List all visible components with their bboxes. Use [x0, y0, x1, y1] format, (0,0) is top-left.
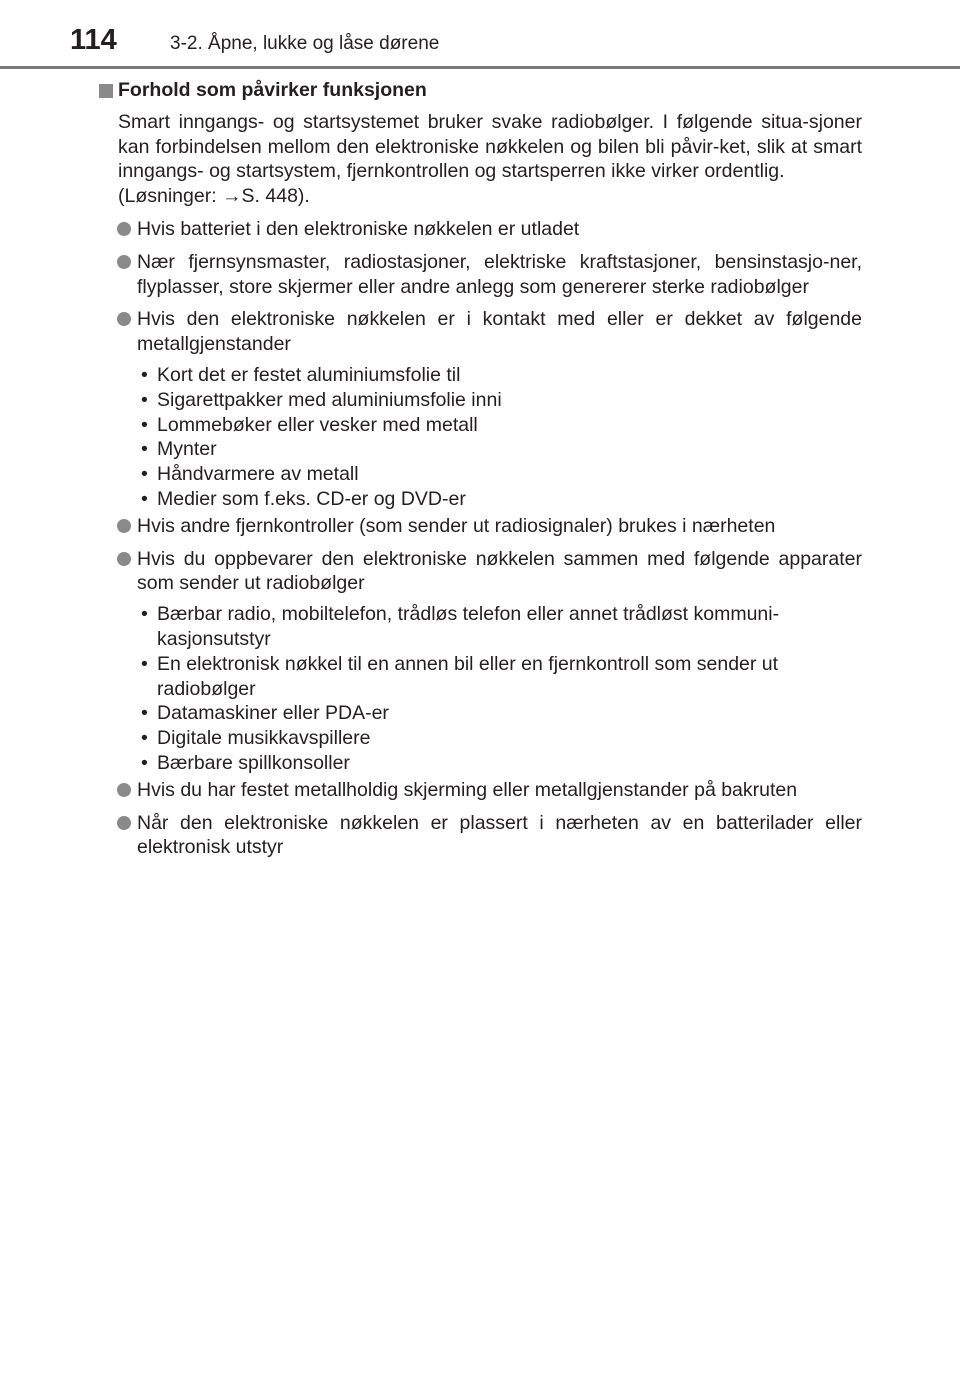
list-item-text: Nær fjernsynsmaster, radiostasjoner, elektriske kraftstasjoner, bensinstasjo-ner, flyplasser, store skjermer eller andre anlegg som genererer sterke radiobølger — [137, 250, 862, 298]
square-bullet-icon — [99, 84, 113, 98]
sub-list-item-text: Bærbare spillkonsoller — [157, 751, 350, 774]
round-bullet-icon — [117, 255, 131, 269]
sub-list-item — [98, 487, 862, 512]
sub-list-item — [98, 751, 862, 776]
section-heading — [98, 78, 862, 103]
list-item-text: Hvis den elektroniske nøkkelen er i kontakt med eller er dekket av følgende metallgjenstander — [137, 308, 862, 356]
list-item — [98, 250, 862, 300]
list-item-text: Hvis batteriet i den elektroniske nøkkelen er utladet — [137, 217, 580, 240]
dot-bullet-icon: • — [141, 487, 148, 510]
round-bullet-icon — [117, 519, 131, 533]
list-item-text: Når den elektroniske nøkkelen er plassert i nærheten av en batterilader eller elektronisk utstyr — [137, 811, 862, 859]
list-item-text: Hvis du oppbevarer den elektroniske nøkkelen sammen med følgende apparater som sender ut radiobølger — [137, 547, 862, 595]
sub-list-item-text: Bærbar radio, mobiltelefon, trådløs telefon eller annet trådløst kommuni-kasjonsutstyr — [157, 603, 780, 650]
sub-list-item-text: Håndvarmere av metall — [157, 463, 359, 486]
list-item-text: Hvis andre fjernkontroller (som sender ut radiosignaler) brukes i nærheten — [137, 514, 776, 537]
section-title: 3-2. Åpne, lukke og låse dørene — [170, 33, 440, 54]
solutions-reference: (Løsninger: →S. 448). — [118, 185, 310, 208]
list-item — [98, 217, 862, 242]
dot-bullet-icon: • — [141, 363, 148, 386]
condition-list — [98, 217, 862, 860]
dot-bullet-icon: • — [141, 652, 148, 675]
round-bullet-icon — [117, 552, 131, 566]
dot-bullet-icon: • — [141, 727, 148, 750]
sub-list-item-text: En elektronisk nøkkel til en annen bil eller en fjernkontroll som sender ut radiobølger — [157, 652, 779, 700]
dot-bullet-icon: • — [141, 603, 148, 626]
dot-bullet-icon: • — [141, 463, 148, 486]
sub-list — [98, 363, 862, 512]
round-bullet-icon — [117, 783, 131, 797]
dot-bullet-icon: • — [141, 702, 148, 725]
dot-bullet-icon: • — [141, 388, 148, 411]
intro-paragraph: Smart inngangs- og startsystemet bruker svake radiobølger. I følgende situa-sjoner kan forbindelsen mellom den elektroniske nøkkelen og bilen bli påvir-ket, slik at smart inngangs- og startsystem, fjernkontrollen og startsperren ikke virker ordentlig. — [118, 110, 862, 183]
sub-list-item-text: Kort det er festet aluminiumsfolie til — [157, 363, 461, 386]
sub-list-item-text: Lommebøker eller vesker med metall — [157, 413, 478, 436]
list-item — [98, 547, 862, 776]
sub-list-item — [98, 363, 862, 388]
sub-list-item-text: Digitale musikkavspillere — [157, 727, 371, 750]
list-item — [98, 811, 862, 861]
list-item — [98, 778, 862, 803]
dot-bullet-icon: • — [141, 413, 148, 436]
sub-list-item — [98, 413, 862, 438]
header-rule — [0, 66, 960, 69]
round-bullet-icon — [117, 816, 131, 830]
sub-list-item — [98, 602, 862, 652]
sub-list-item-text: Sigarettpakker med aluminiumsfolie inni — [157, 388, 502, 411]
sub-list-item — [98, 388, 862, 413]
main-content — [98, 78, 862, 860]
sub-list-item — [98, 437, 862, 462]
sub-list-item-text: Mynter — [157, 438, 217, 461]
dot-bullet-icon: • — [141, 438, 148, 461]
sub-list-item-text: Datamaskiner eller PDA-er — [157, 702, 389, 725]
sub-list-item — [98, 701, 862, 726]
list-item-text: Hvis du har festet metallholdig skjerming eller metallgjenstander på bakruten — [137, 778, 798, 801]
page-number: 114 — [70, 24, 117, 56]
list-item — [98, 514, 862, 539]
sub-list-item — [98, 726, 862, 751]
round-bullet-icon — [117, 222, 131, 236]
sub-list-item — [98, 462, 862, 487]
section-heading-text: Forhold som påvirker funksjonen — [118, 79, 427, 101]
round-bullet-icon — [117, 312, 131, 326]
sub-list — [98, 602, 862, 776]
sub-list-item — [98, 652, 862, 702]
list-item — [98, 307, 862, 511]
sub-list-item-text: Medier som f.eks. CD-er og DVD-er — [157, 487, 466, 510]
dot-bullet-icon: • — [141, 751, 148, 774]
